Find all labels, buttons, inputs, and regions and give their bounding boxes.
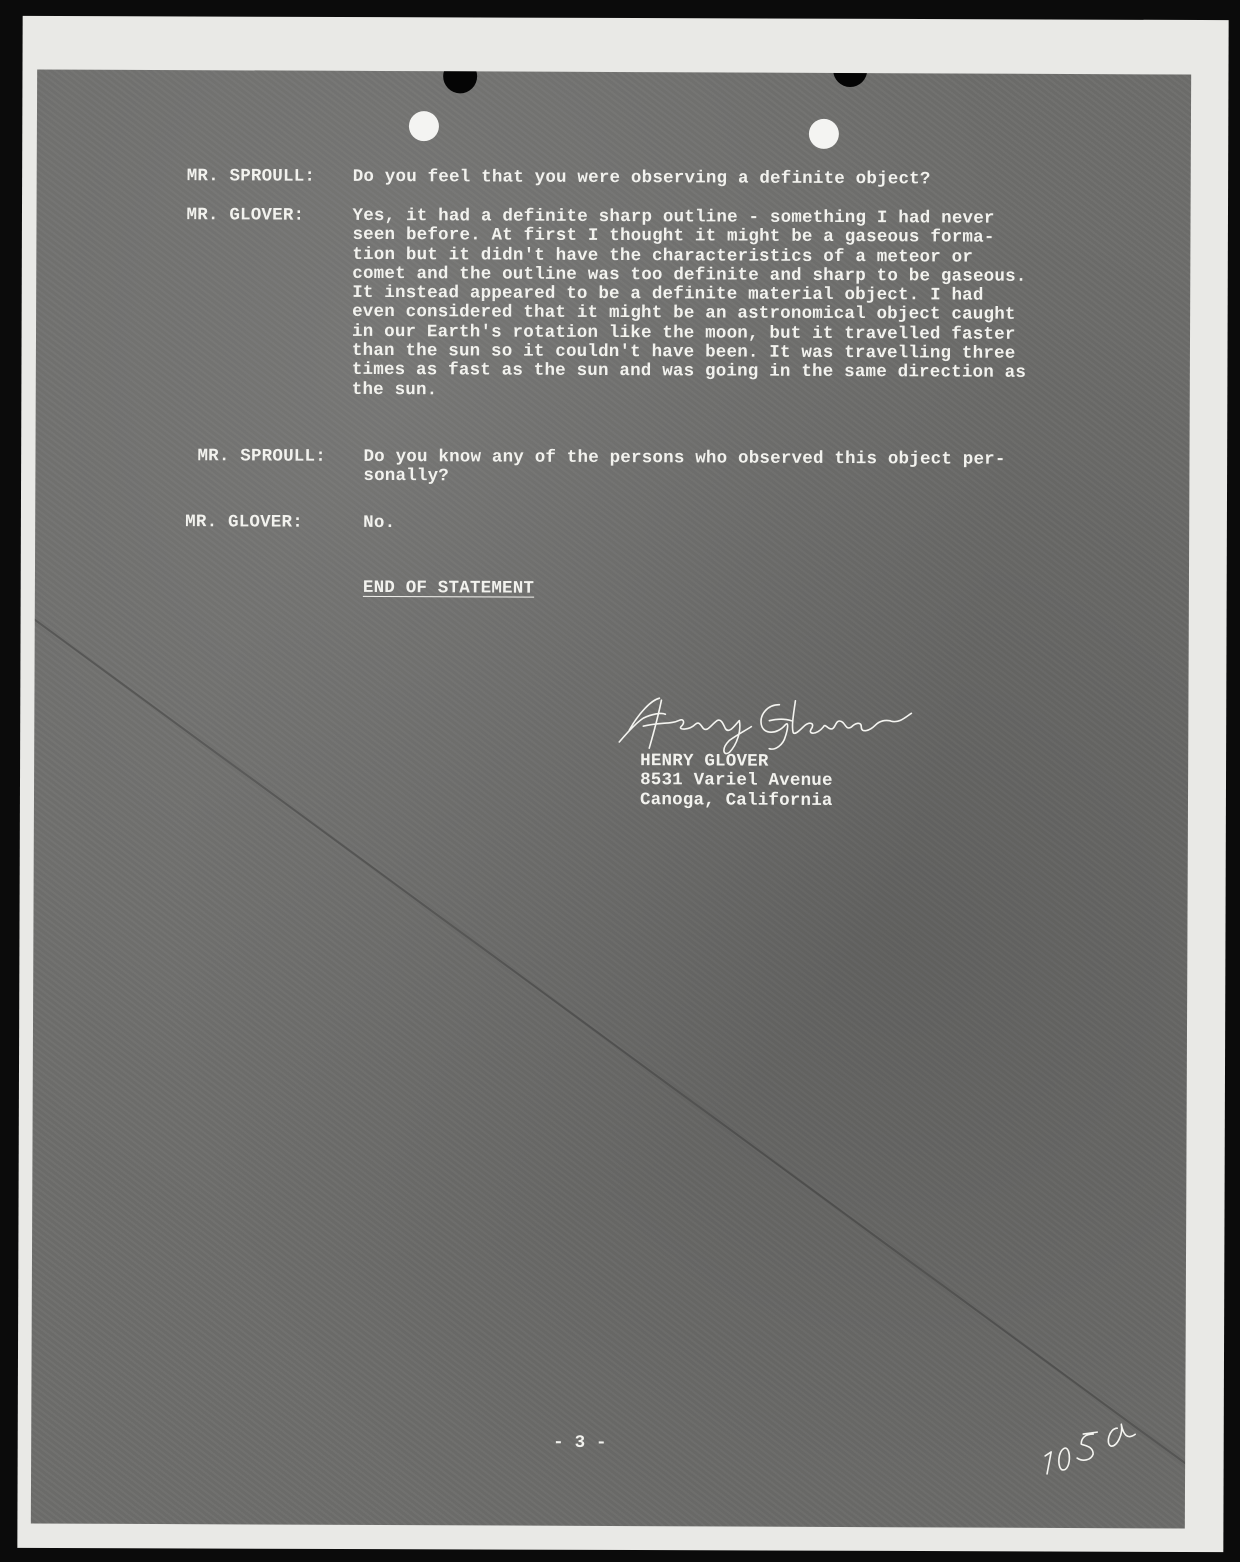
speaker-label: MR. GLOVER: xyxy=(185,512,303,533)
speech-line: in our Earth's rotation like the moon, but it travelled faster xyxy=(351,321,1016,345)
speaker-label: MR. SPROULL: xyxy=(197,446,326,467)
speech-line: Yes, it had a definite sharp outline - something I had never xyxy=(352,205,995,229)
speaker-label: MR. GLOVER: xyxy=(186,205,305,226)
speech-line: Do you know any of the persons who observed this object per- xyxy=(363,446,1006,470)
speech-line: sonally? xyxy=(363,466,450,487)
punch-hole-right xyxy=(833,69,867,87)
signatory-city: Canoga, California xyxy=(639,789,833,811)
speech-line: seen before. At first I thought it might be a gaseous forma- xyxy=(352,225,995,248)
speech-line: than the sun so it couldn't have been. It was travelling three xyxy=(351,340,1016,364)
handwritten-page-note xyxy=(1031,1404,1141,1494)
signatory-name: HENRY GLOVER xyxy=(640,751,769,772)
speech-line: even considered that it might be an astronomical object caught xyxy=(352,302,1016,326)
reinforcement-hole-left xyxy=(409,111,439,141)
speech-text xyxy=(363,448,1123,490)
speech-line: times as fast as the sun and was going in the same direction as xyxy=(351,360,1027,384)
speaker-label: MR. SPROULL: xyxy=(186,166,316,187)
signatory-address: 8531 Variel Avenue xyxy=(640,770,833,792)
speech-text xyxy=(363,514,1123,537)
punch-hole-left xyxy=(443,69,477,93)
signature-block xyxy=(640,752,833,811)
document-page xyxy=(31,69,1191,1528)
speech-line: the sun. xyxy=(351,379,438,400)
page-number: - 3 - xyxy=(553,1432,607,1453)
reinforcement-hole-right xyxy=(809,119,839,149)
speech-text xyxy=(353,168,1113,191)
speech-line: tion but it didn't have the characteristics of a meteor or xyxy=(352,244,974,268)
end-of-statement: END OF STATEMENT xyxy=(362,577,535,599)
speech-line: No. xyxy=(363,512,396,534)
speech-line: comet and the outline was too definite and sharp to be gaseous. xyxy=(352,263,1027,287)
speech-line: It instead appeared to be a definite material object. I had xyxy=(352,283,984,306)
speech-line: Do you feel that you were observing a definite object? xyxy=(352,166,931,190)
speech-text xyxy=(352,207,1113,403)
